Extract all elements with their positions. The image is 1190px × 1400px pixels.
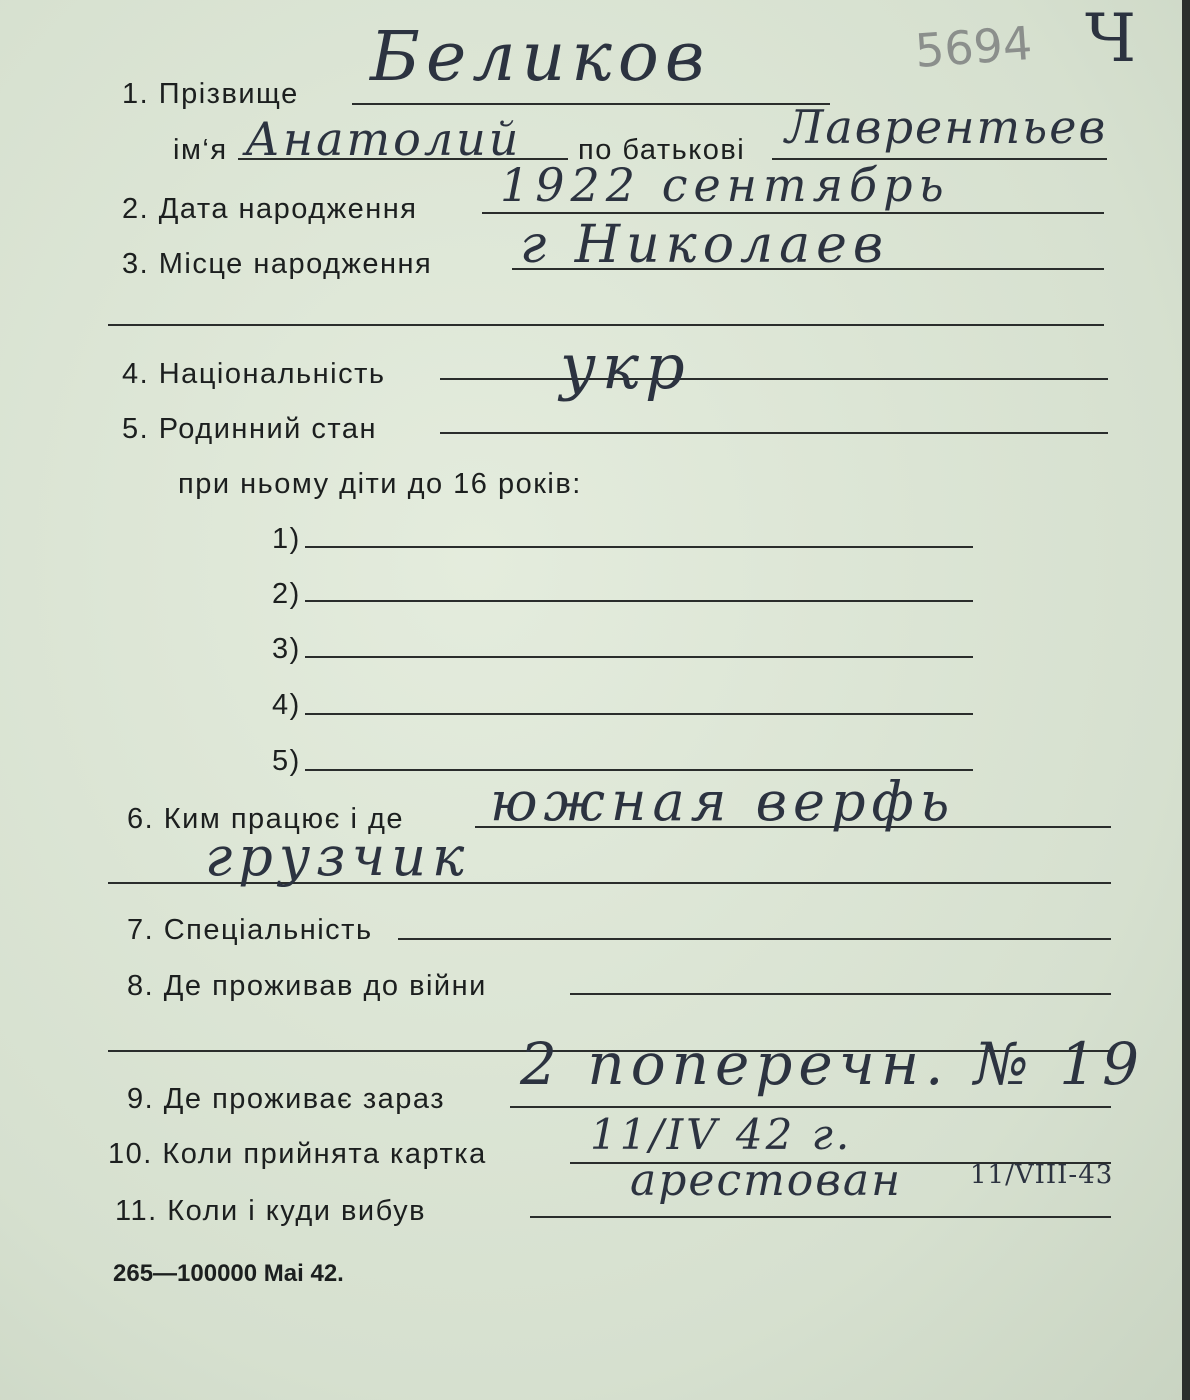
card-date-value: 11/IV 42 г. [590,1110,853,1159]
prewar-address-line [570,993,1111,995]
patronymic-label: по батькові [578,134,746,166]
current-address-label: 9. Де проживає зараз [127,1083,446,1115]
prewar-address-label: 8. Де проживав до війни [127,970,487,1002]
card-edge-shadow [1182,0,1190,1400]
surname-value: Беликов [370,18,711,97]
workplace-value-line2: грузчик [205,825,471,888]
child-1-line [305,546,973,548]
child-5-label: 5) [272,745,301,777]
child-3-label: 3) [272,633,301,665]
child-4-label: 4) [272,689,301,721]
marital-status-line [440,432,1108,434]
birth-date-line [482,212,1104,214]
marital-status-label: 5. Родинний стан [122,413,378,445]
current-address-value: 2 поперечн. № 19 [520,1030,1146,1098]
current-address-line [510,1106,1111,1108]
workplace-label: 6. Ким працює і де [127,803,405,835]
patronymic-value: Лаврентьев [785,100,1108,154]
surname-label: 1. Прізвище [122,78,299,110]
children-label: при ньому діти до 16 років: [178,468,582,500]
card-letter-mark: Ч [1085,0,1137,77]
nationality-value: укр [560,330,691,403]
departure-date-value: 11/VIII-43 [970,1160,1114,1190]
child-2-label: 2) [272,578,301,610]
child-2-line [305,600,973,602]
child-4-line [305,713,973,715]
print-run-code: 265—100000 Mai 42. [113,1260,344,1287]
first-name-value: Анатолий [245,112,522,166]
departure-status-value: арестован [630,1155,903,1206]
departure-label: 11. Коли і куди вибув [115,1195,426,1227]
nationality-line [440,378,1108,380]
specialty-line [398,938,1111,940]
workplace-value: южная верфь [490,770,956,833]
birth-date-value: 1922 сентябрь [500,158,950,212]
birth-place-value: г Николаев [520,215,890,275]
birth-place-extra-line [108,324,1104,326]
birth-place-label: 3. Місце народження [122,248,433,280]
specialty-label: 7. Спеціальність [127,914,373,946]
nationality-label: 4. Національність [122,358,386,390]
departure-line [530,1216,1111,1218]
card-date-label: 10. Коли прийнята картка [108,1138,487,1170]
first-name-label: ім‘я [173,134,228,166]
child-1-label: 1) [272,523,301,555]
surname-line [352,103,830,105]
birth-date-label: 2. Дата народження [122,193,418,225]
child-3-line [305,656,973,658]
card-number-stamp: 5694 [913,15,1034,79]
